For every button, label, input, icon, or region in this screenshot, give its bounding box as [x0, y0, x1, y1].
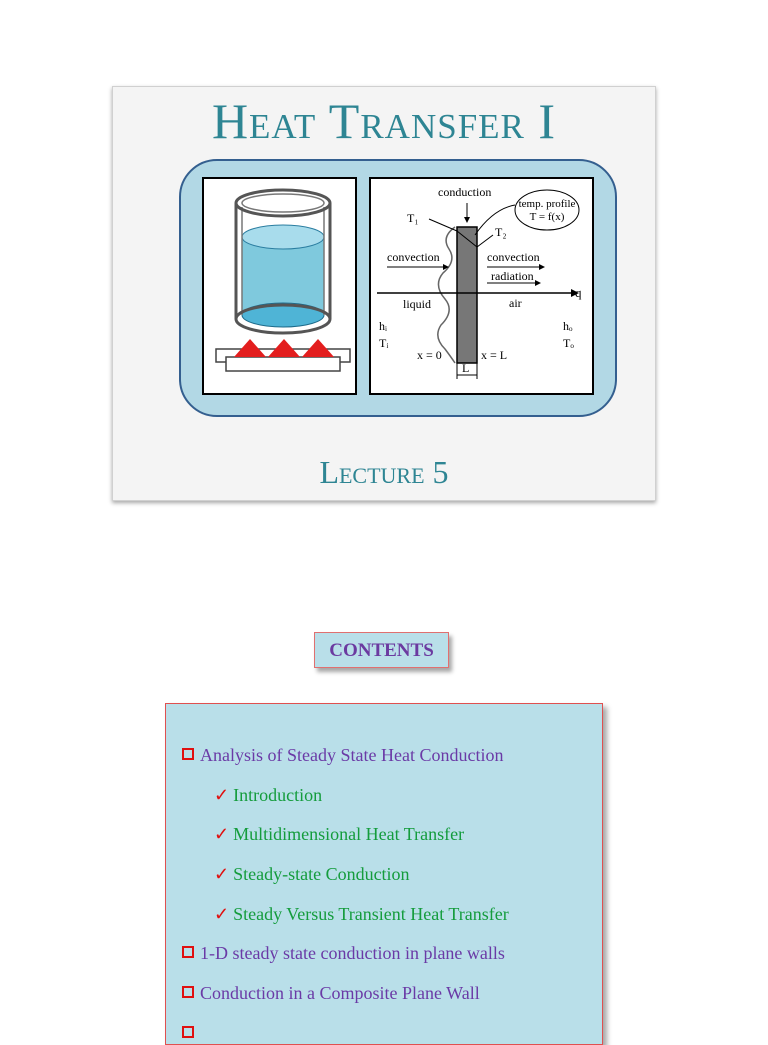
item-text: 1-D steady state conduction in plane walls [200, 943, 505, 963]
list-item [214, 823, 464, 845]
square-bullet-icon [182, 946, 194, 958]
wall-conduction-drawing [371, 179, 592, 393]
title-slide [112, 86, 656, 501]
label-temp-profile: temp. profile [518, 198, 576, 210]
square-bullet-icon [182, 1026, 194, 1038]
slide-title: Heat Transfer I [211, 93, 557, 149]
checkmark-icon: ✓ [214, 824, 230, 844]
item-text: Conduction in a Composite Plane Wall [200, 983, 480, 1003]
contents-list [165, 703, 603, 1045]
label-liquid: liquid [403, 297, 432, 311]
square-bullet-icon [182, 748, 194, 760]
checkmark-icon: ✓ [214, 785, 230, 805]
contents-heading: CONTENTS [314, 632, 449, 668]
label-x0: x = 0 [417, 348, 442, 362]
item-text: Introduction [233, 785, 323, 805]
lecture-number: Lecture 5 [319, 454, 449, 490]
label-conduction: conduction [438, 185, 492, 199]
label-convection-right: convection [487, 250, 540, 264]
list-item [214, 784, 322, 806]
label-convection-left: convection [387, 250, 440, 264]
list-item [214, 863, 410, 885]
square-bullet-icon [182, 986, 194, 998]
beaker-illustration [202, 177, 357, 395]
item-text: Multidimensional Heat Transfer [233, 824, 465, 844]
list-item [182, 982, 480, 1004]
label-radiation: radiation [491, 269, 534, 283]
list-item [182, 942, 505, 964]
label-hi: hᵢ [379, 319, 387, 333]
label-q: q [575, 285, 582, 300]
item-text: Steady Versus Transient Heat Transfer [233, 904, 509, 924]
item-text: Analysis of Steady State Heat Conduction [200, 745, 504, 765]
item-text: Steady-state Conduction [233, 864, 410, 884]
label-ti: Tᵢ [379, 336, 389, 350]
label-t1: T₁ [407, 211, 419, 225]
plane-wall-diagram [369, 177, 594, 395]
label-ho: hₒ [563, 319, 573, 333]
label-air: air [509, 296, 522, 310]
list-item [214, 903, 509, 925]
beaker-burner-drawing [204, 179, 355, 393]
list-item [182, 744, 503, 766]
checkmark-icon: ✓ [214, 904, 230, 924]
label-t2: T₂ [495, 225, 507, 239]
illustration-frame [179, 159, 617, 417]
list-item-partial [182, 1022, 200, 1044]
label-L: L [462, 361, 470, 375]
checkmark-icon: ✓ [214, 864, 230, 884]
label-xL: x = L [481, 348, 508, 362]
label-to: Tₒ [563, 336, 574, 350]
label-temp-eq: T = f(x) [529, 211, 565, 223]
